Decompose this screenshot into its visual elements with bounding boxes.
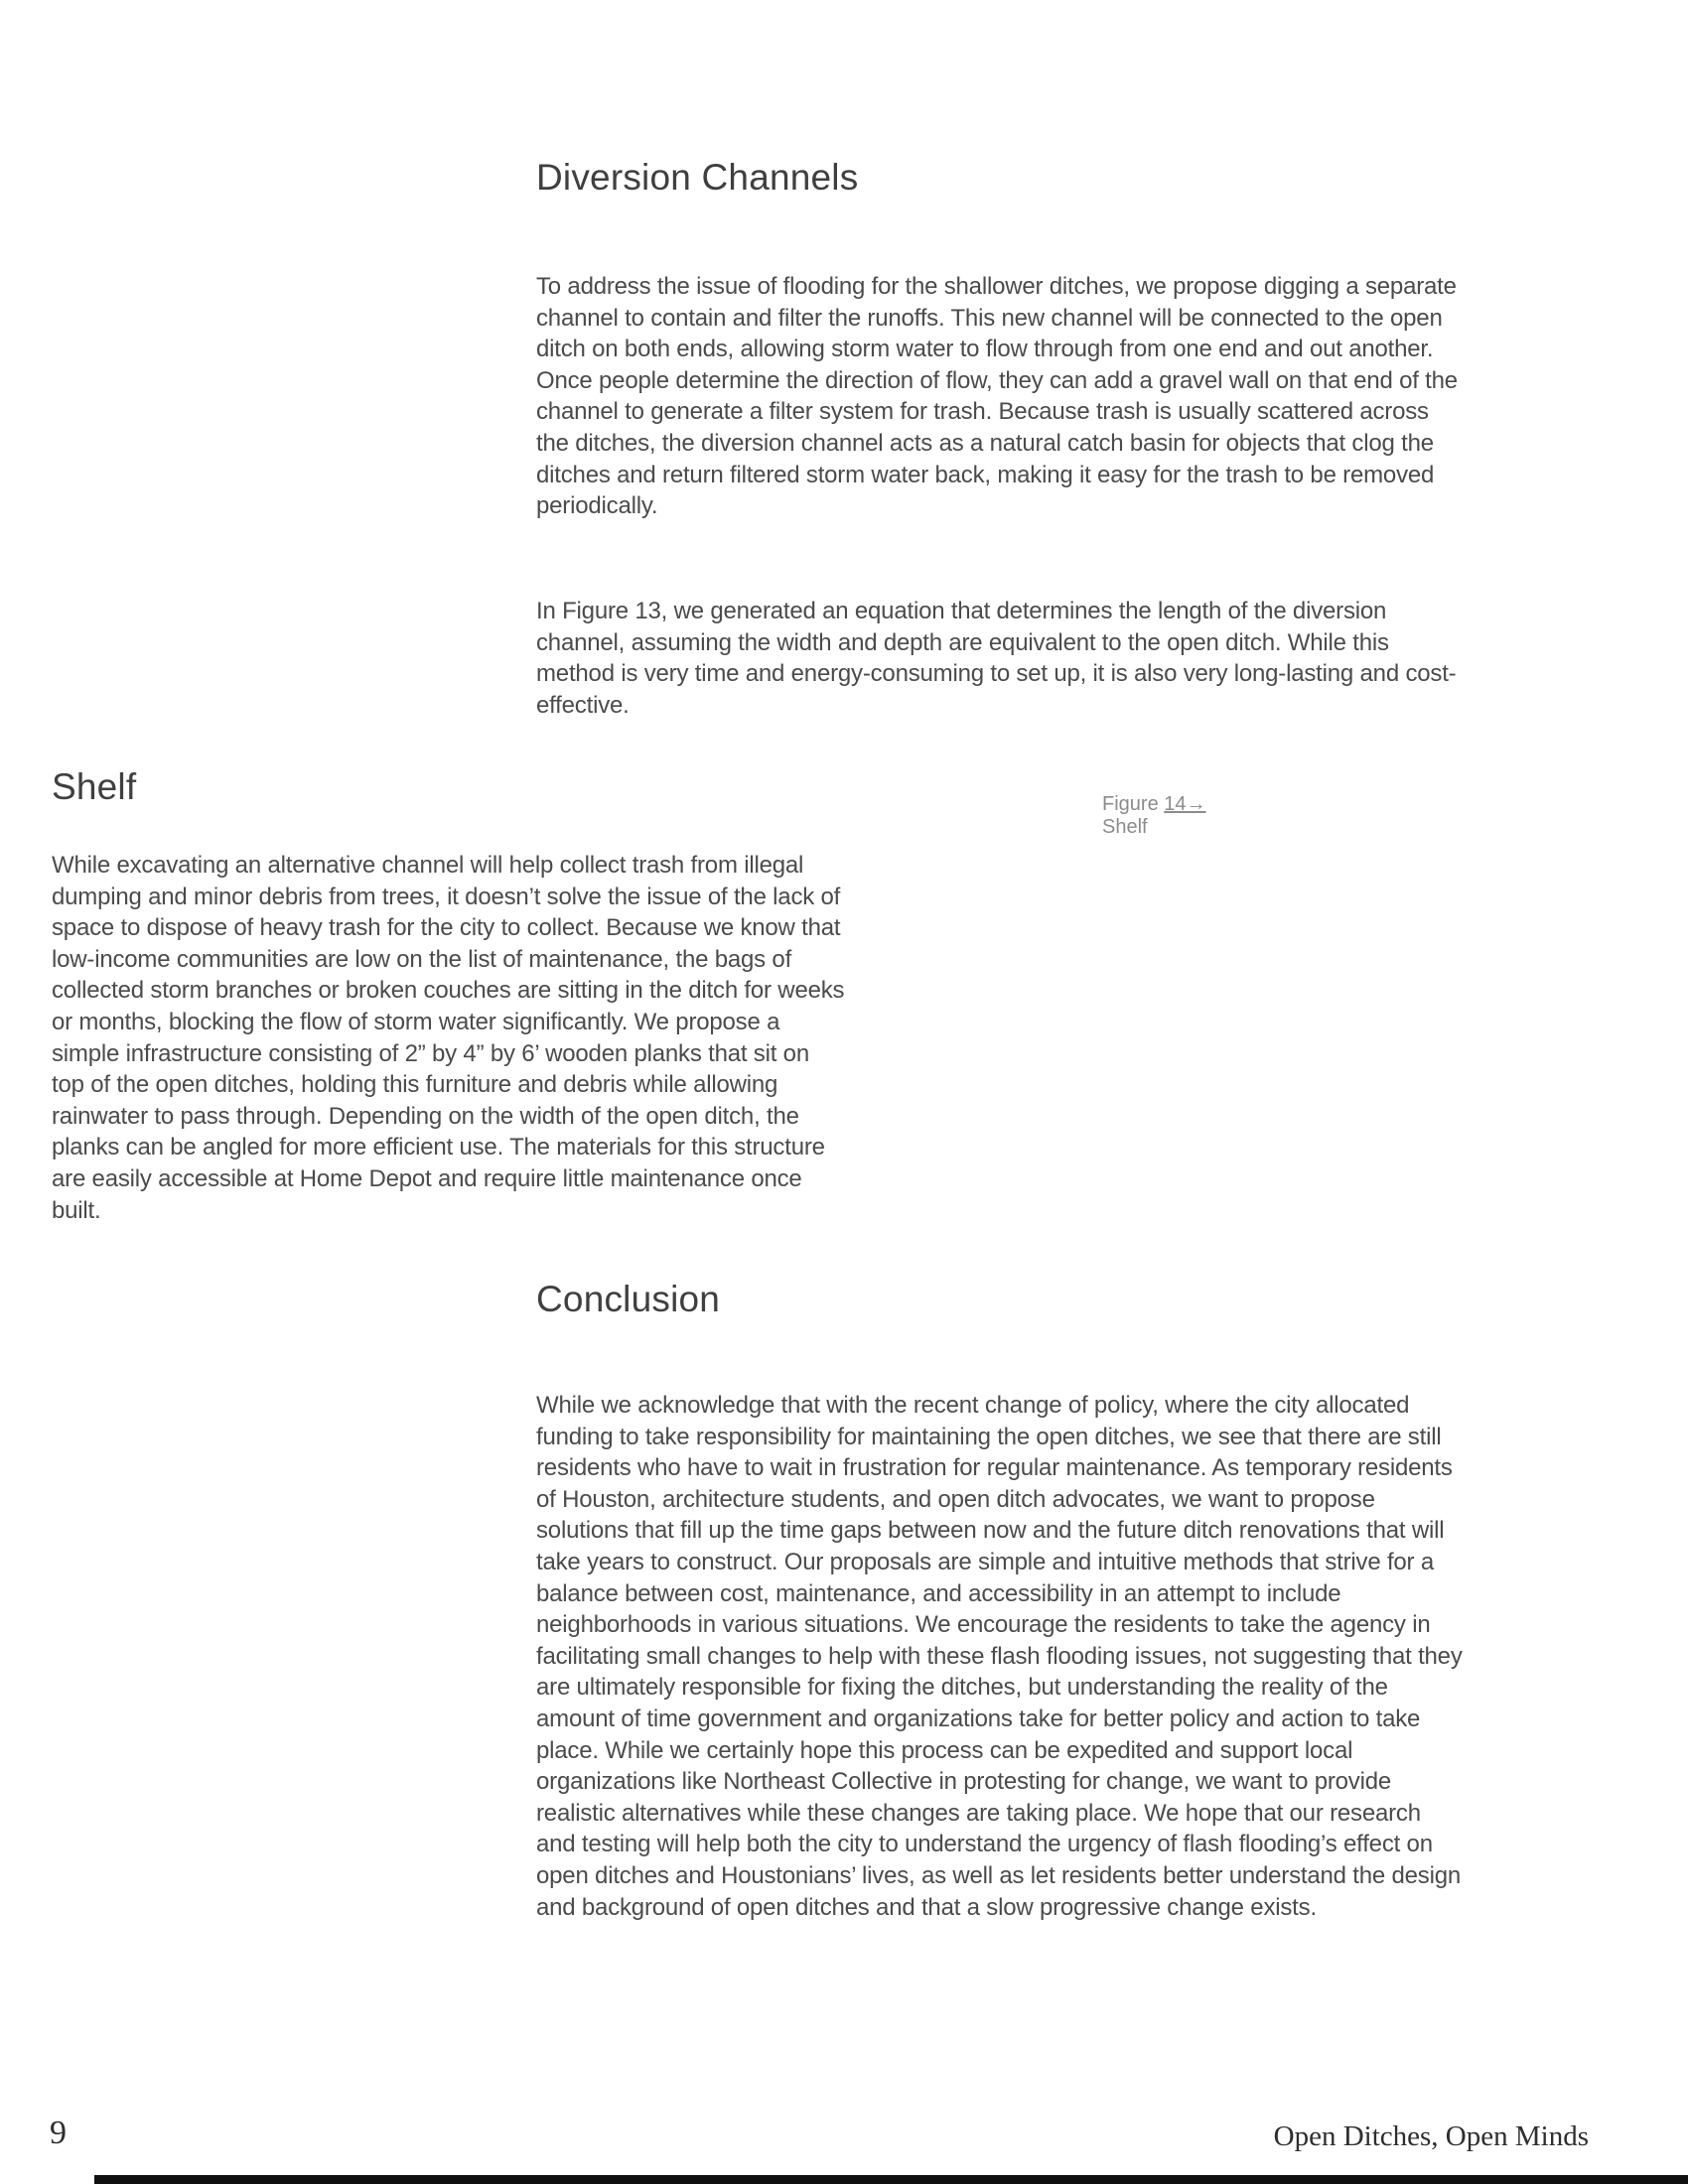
diversion-paragraph-2: In Figure 13, we generated an equation that determines the length of the diversion channel, assuming the width and depth are equivalent to the open ditch. While this method is very time and energy-consuming to set up, it is also very long-lasting and cost-effective. [536,598,1457,719]
figure-14-caption-line1 [1102,793,1206,816]
conclusion-heading: Conclusion [536,1279,721,1319]
shelf-heading: Shelf [52,766,137,807]
figure-caption-prefix: Figure [1102,793,1165,815]
diversion-paragraph-1: To address the issue of flooding for the shallower ditches, we propose digging a separate channel to contain and filter the runoffs. This new channel will be connected to the open ditch on both ends, allowing storm water to flow through from one end and out another. Once people determine the direction of flow, they can add a gravel wall on that end of the channel to generate a filter system for trash. Because trash is usually scattered across the ditches, the diversion channel acts as a natural catch basin for objects that clog the ditches and return filtered storm water back, making it easy for the trash to be removed periodically. [536,273,1458,520]
figure-14-link[interactable]: 14→ [1164,793,1206,815]
diversion-channels-heading: Diversion Channels [536,157,859,198]
conclusion-paragraph: While we acknowledge that with the recent change of policy, where the city allocated funding to take responsibility for maintaining the open ditches, we see that there are still residents who have to wait in frustration for regular maintenance. As temporary residents of Houston, architecture students, and open ditch advocates, we want to propose solutions that fill up the time gaps between now and the future ditch renovations that will take years to construct. Our proposals are simple and intuitive methods that strive for a balance between cost, maintenance, and accessibility in an attempt to include neighborhoods in various situations. We encourage the residents to take the agency in facilitating small changes to help with these flash flooding issues, not suggesting that they are ultimately responsible for fixing the ditches, but understanding the reality of the amount of time government and organizations take for better policy and action to take place. While we certainly hope this process can be expedited and support local organizations like Northeast Collective in protesting for change, we want to provide realistic alternatives while these changes are taking place. We hope that our research and testing will help both the city to understand the urgency of flash flooding’s effect on open ditches and Houstonians’ lives, as well as let residents better understand the design and background of open ditches and that a slow progressive change exists. [536,1392,1463,1921]
footer-document-title: Open Ditches, Open Minds [1273,2120,1589,2152]
footer-rule [94,2175,1688,2184]
page-number: 9 [50,2115,67,2151]
figure-14-caption [1102,793,1206,839]
shelf-paragraph: While excavating an alternative channel will help collect trash from illegal dumping and minor debris from trees, it doesn’t solve the issue of the lack of space to dispose of heavy trash for the city to collect. Because we know that low-income communities are low on the list of maintenance, the bags of collected storm branches or broken couches are sitting in the ditch for weeks or months, blocking the flow of storm water significantly. We propose a simple infrastructure consisting of 2” by 4” by 6’ wooden planks that sit on top of the open ditches, holding this furniture and debris while allowing rainwater to pass through. Depending on the width of the open ditch, the planks can be angled for more efficient use. The materials for this structure are easily accessible at Home Depot and require little maintenance once built. [52,852,845,1224]
figure-caption-label: Shelf [1102,816,1148,838]
